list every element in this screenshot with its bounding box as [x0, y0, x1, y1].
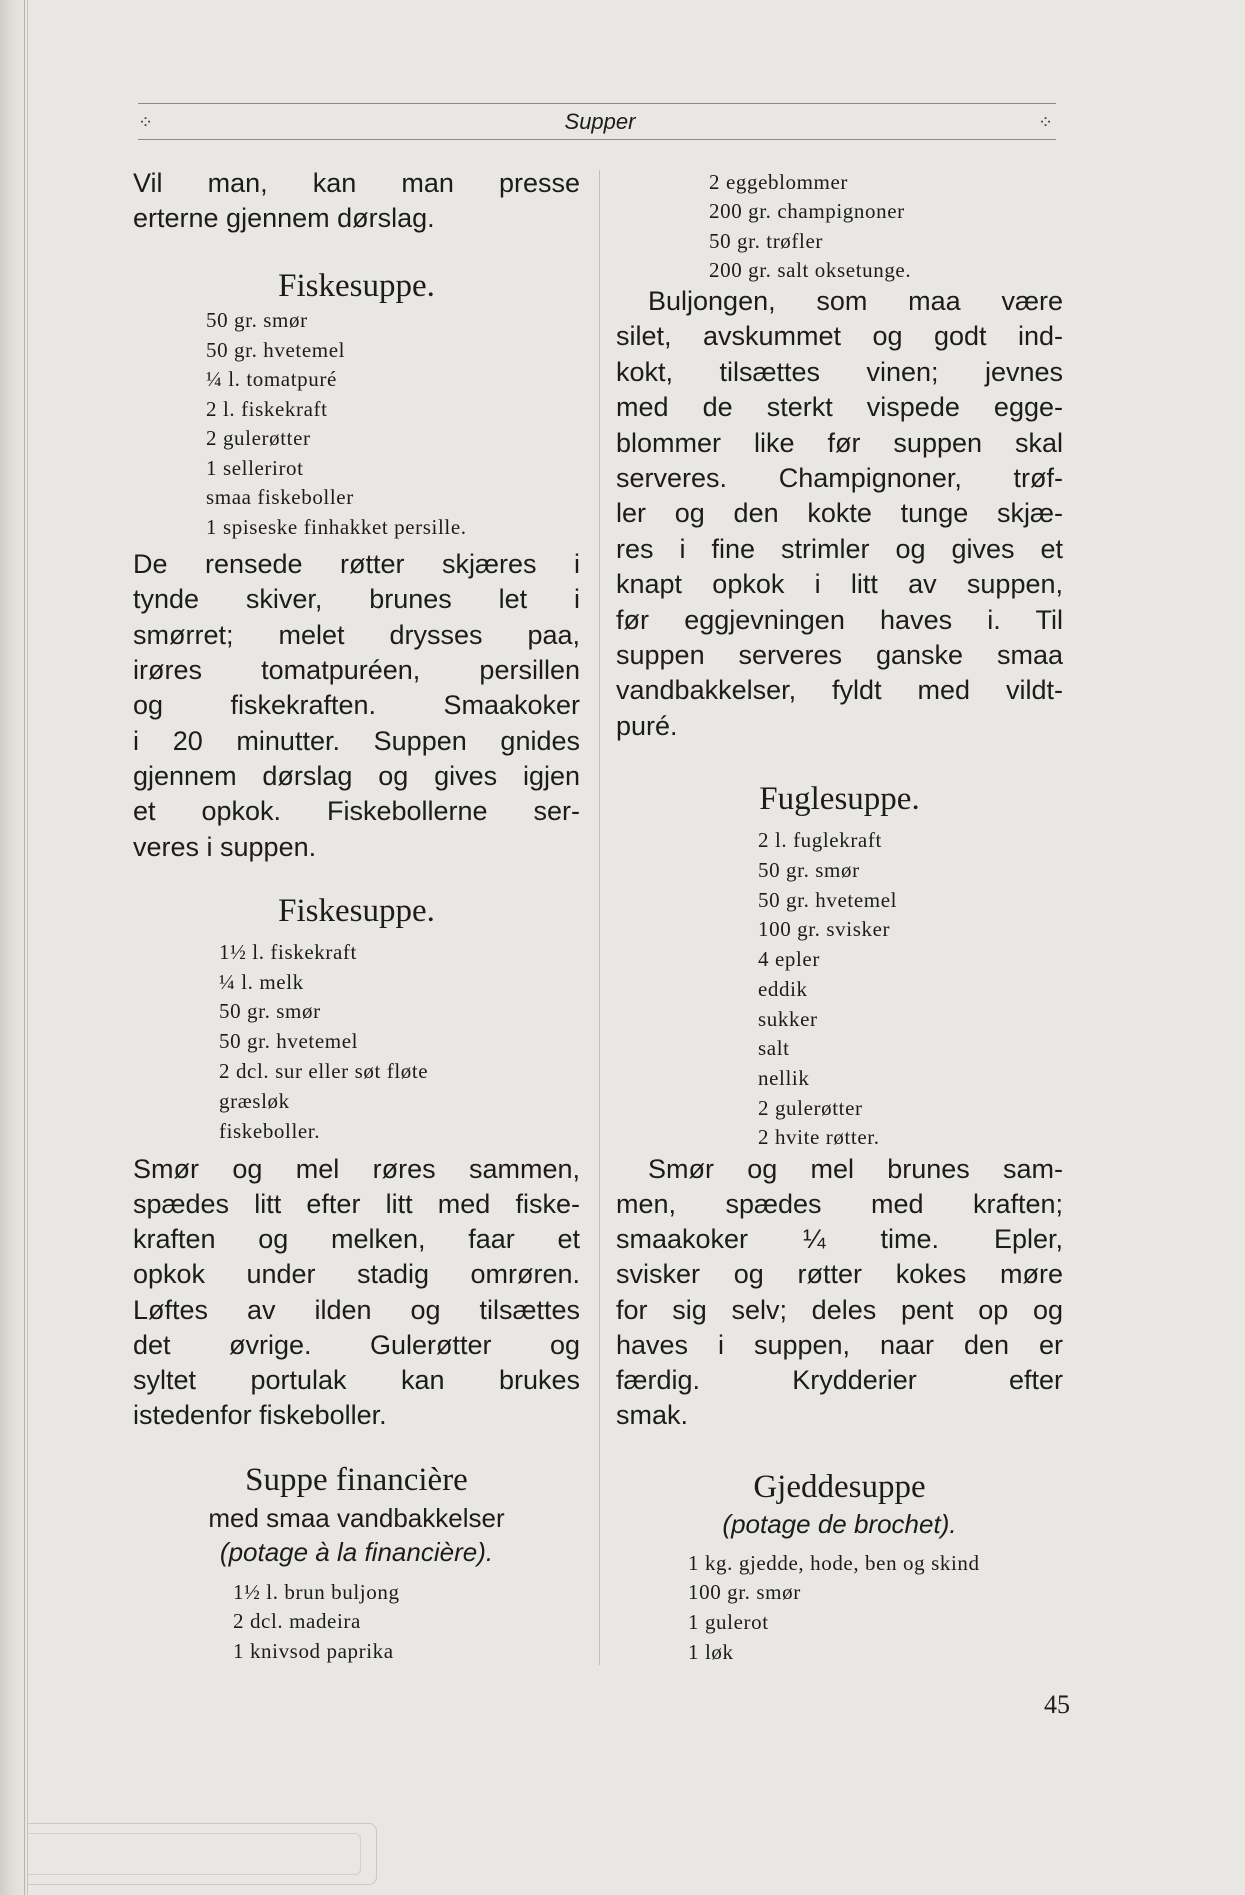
body-line: svisker og røtter kokes møre	[616, 1259, 1063, 1289]
ingredient: 1½ l. brun buljong	[233, 1580, 400, 1604]
ingredient: 200 gr. salt oksetunge.	[709, 258, 912, 282]
recipe-subtitle: med smaa vandbakkelser	[208, 1503, 505, 1533]
ingredient: 2 eggeblommer	[709, 170, 849, 194]
ingredient: 50 gr. hvetemel	[206, 338, 346, 362]
body-line: res i fine strimler og gives et	[616, 534, 1063, 564]
ingredient: 50 gr. hvetemel	[758, 888, 898, 912]
ingredient: 50 gr. hvetemel	[219, 1029, 359, 1053]
gutter-line	[24, 0, 25, 1895]
body-line: med de sterkt vispede egge-	[616, 392, 1063, 422]
ingredient: 50 gr. trøfler	[709, 229, 823, 253]
ingredient: ¼ l. tomatpuré	[206, 367, 337, 391]
recipe-title: Fuglesuppe.	[759, 781, 920, 817]
ornament-icon: ⁘	[1038, 112, 1054, 132]
body-line: erterne gjennem dørslag.	[133, 203, 435, 233]
body-line: knapt opkok i litt av suppen,	[616, 569, 1063, 599]
ingredient: salt	[758, 1036, 790, 1060]
ingredient: 1 løk	[688, 1640, 734, 1664]
body-line: for sig selv; deles pent op og	[616, 1295, 1063, 1325]
ingredient: 2 dcl. madeira	[233, 1609, 361, 1633]
ingredient: 100 gr. svisker	[758, 917, 891, 941]
ingredient: 2 hvite røtter.	[758, 1125, 880, 1149]
body-line: i 20 minutter. Suppen gnides	[133, 726, 580, 756]
body-line: serveres. Champignoner, trøf-	[616, 463, 1063, 493]
body-line: opkok under stadig omrøren.	[133, 1259, 580, 1289]
ornament-icon: ⁘	[138, 112, 154, 132]
body-line: smørret; melet drysses paa,	[133, 620, 580, 650]
ingredient: 1 knivsod paprika	[233, 1639, 394, 1663]
body-line: Vil man, kan man presse	[133, 168, 580, 198]
body-line: vandbakkelser, fyldt med vildt-	[616, 675, 1063, 705]
body-line: haves i suppen, naar den er	[616, 1330, 1063, 1360]
ingredient: sukker	[758, 1007, 818, 1031]
header-rule	[138, 103, 1056, 104]
running-head: Supper	[564, 109, 636, 134]
ingredient: 2 dcl. sur eller søt fløte	[219, 1059, 429, 1083]
body-line: Smør og mel røres sammen,	[133, 1154, 580, 1184]
ingredient: 200 gr. champignoner	[709, 199, 905, 223]
body-line: veres i suppen.	[133, 832, 317, 862]
ingredient: græsløk	[219, 1089, 290, 1113]
body-line: syltet portulak kan brukes	[133, 1365, 580, 1395]
ingredient: 4 epler	[758, 947, 820, 971]
body-line: færdig. Krydderier efter	[616, 1365, 1063, 1395]
body-line: silet, avskummet og godt ind-	[616, 321, 1063, 351]
body-line: Smør og mel brunes sam-	[648, 1154, 1063, 1184]
recipe-title: Gjeddesuppe	[753, 1469, 926, 1505]
body-line: suppen serveres ganske smaa	[616, 640, 1063, 670]
body-line: tynde skiver, brunes let i	[133, 584, 580, 614]
ingredient: ¼ l. melk	[219, 970, 304, 994]
header-rule	[138, 139, 1056, 140]
body-line: gjennem dørslag og gives igjen	[133, 761, 580, 791]
recipe-title: Suppe financière	[245, 1462, 468, 1498]
body-line: kraften og melken, faar et	[133, 1224, 580, 1254]
ingredient: 100 gr. smør	[688, 1580, 801, 1604]
page-edge-tab	[28, 1833, 361, 1875]
recipe-subtitle-italic: (potage de brochet).	[722, 1509, 957, 1539]
ingredient: 2 l. fuglekraft	[758, 828, 882, 852]
body-line: irøres tomatpuréen, persillen	[133, 655, 580, 685]
ingredient: 1 sellerirot	[206, 456, 304, 480]
recipe-title: Fiskesuppe.	[278, 893, 435, 929]
body-line: Løftes av ilden og tilsættes	[133, 1295, 580, 1325]
ingredient: smaa fiskeboller	[206, 485, 354, 509]
ingredient: 2 l. fiskekraft	[206, 397, 328, 421]
recipe-subtitle-italic: (potage à la financière).	[219, 1537, 494, 1567]
ingredient: fiskeboller.	[219, 1119, 321, 1143]
body-line: De rensede røtter skjæres i	[133, 549, 580, 579]
body-line: ler og den kokte tunge skjæ-	[616, 498, 1063, 528]
body-line: istedenfor fiskeboller.	[133, 1400, 387, 1430]
body-line: men, spædes med kraften;	[616, 1189, 1063, 1219]
ingredient: 50 gr. smør	[219, 999, 321, 1023]
body-line: og fiskekraften. Smaakoker	[133, 690, 580, 720]
column-divider	[599, 170, 600, 1665]
ingredient: 1 spiseske finhakket persille.	[206, 515, 467, 539]
ingredient: 1½ l. fiskekraft	[219, 940, 357, 964]
page-gutter	[0, 0, 30, 1895]
ingredient: 50 gr. smør	[758, 858, 860, 882]
page-number: 45	[1044, 1690, 1070, 1719]
gutter-line	[27, 0, 28, 1895]
ingredient: 1 gulerot	[688, 1610, 769, 1634]
body-line: før eggjevningen haves i. Til	[616, 605, 1063, 635]
body-line: blommer like før suppen skal	[616, 428, 1063, 458]
body-line: kokt, tilsættes vinen; jevnes	[616, 357, 1063, 387]
body-line: Buljongen, som maa være	[648, 286, 1063, 316]
recipe-title: Fiskesuppe.	[278, 268, 435, 304]
body-line: smaakoker ¼ time. Epler,	[616, 1224, 1063, 1254]
ingredient: nellik	[758, 1066, 810, 1090]
ingredient: eddik	[758, 977, 808, 1001]
ingredient: 2 gulerøtter	[206, 426, 311, 450]
body-line: spædes litt efter litt med fiske-	[133, 1189, 580, 1219]
ingredient: 50 gr. smør	[206, 308, 308, 332]
body-line: det øvrige. Gulerøtter og	[133, 1330, 580, 1360]
body-line: puré.	[616, 711, 678, 741]
ingredient: 1 kg. gjedde, hode, ben og skind	[688, 1551, 980, 1575]
body-line: smak.	[616, 1400, 689, 1430]
body-line: et opkok. Fiskebollerne ser-	[133, 796, 580, 826]
ingredient: 2 gulerøtter	[758, 1096, 863, 1120]
